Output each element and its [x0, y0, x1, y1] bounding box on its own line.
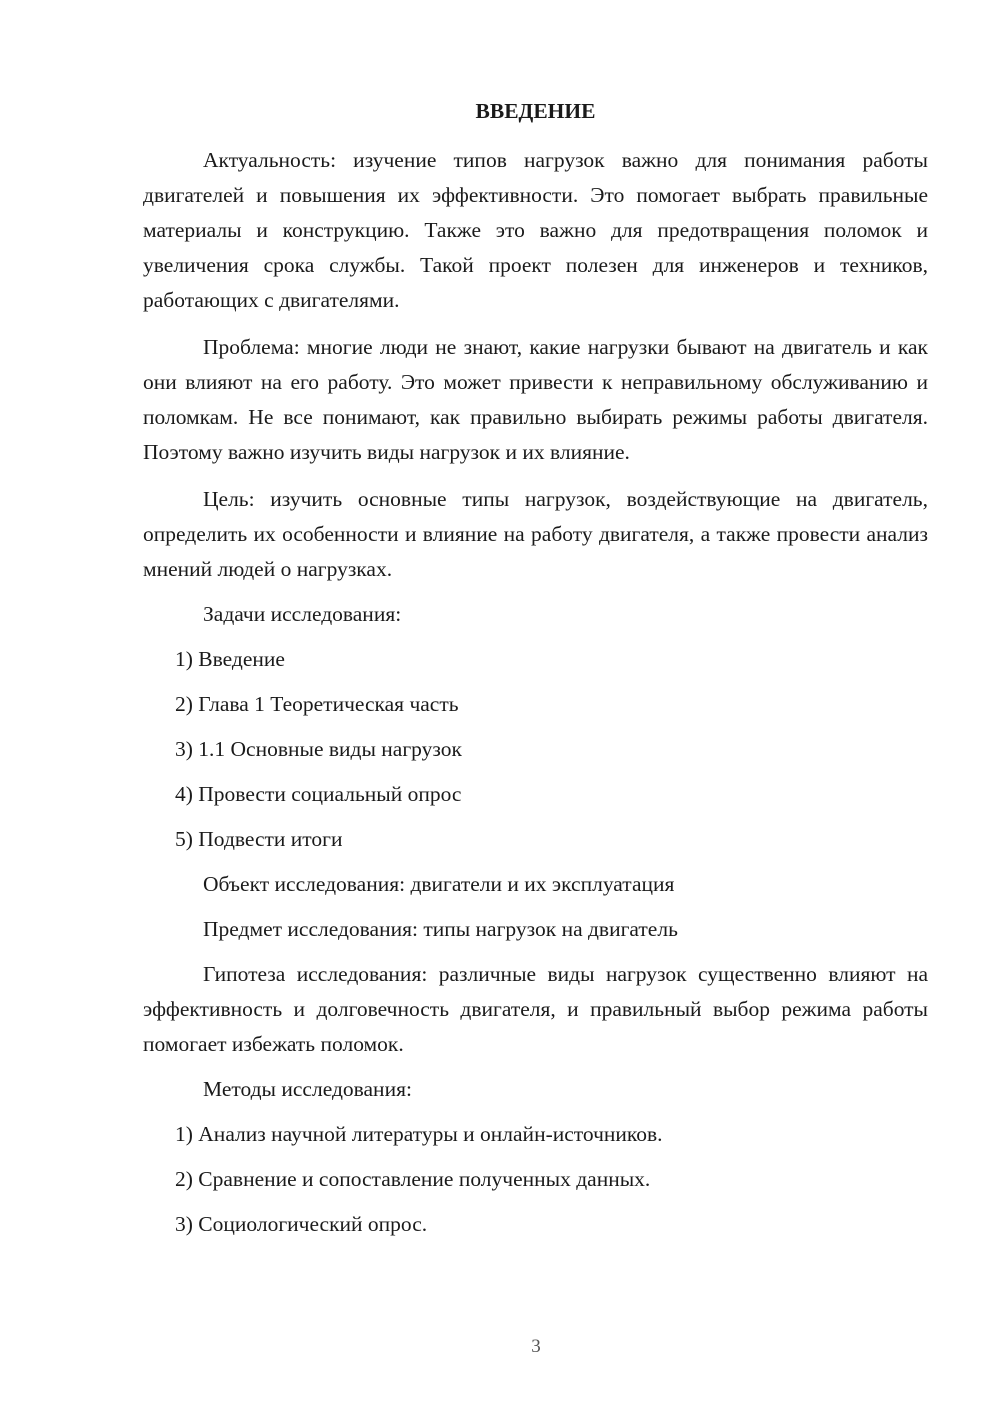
page-content	[143, 96, 928, 1242]
goal-paragraph: Цель: изучить основные типы нагрузок, воздействующие на двигатель, определить их особенности и влияние на работу двигателя, а также провести анализ мнений людей о нагрузках.	[143, 487, 928, 581]
task-item: 3) 1.1 Основные виды нагрузок	[175, 737, 462, 761]
page-title: ВВЕДЕНИЕ	[475, 99, 596, 123]
method-item: 1) Анализ научной литературы и онлайн-источников.	[175, 1122, 663, 1146]
research-subject: Предмет исследования: типы нагрузок на двигатель	[203, 917, 678, 941]
page-number: 3	[531, 1336, 541, 1357]
hypothesis-paragraph: Гипотеза исследования: различные виды нагрузок существенно влияют на эффективность и долговечность двигателя, и правильный выбор режима работы помогает избежать поломок.	[143, 962, 928, 1056]
research-object: Объект исследования: двигатели и их эксплуатация	[203, 872, 675, 896]
method-item: 3) Социологический опрос.	[175, 1212, 428, 1236]
task-item: 2) Глава 1 Теоретическая часть	[175, 692, 459, 716]
task-item: 1) Введение	[175, 647, 285, 671]
task-item: 4) Провести социальный опрос	[175, 782, 462, 806]
problem-paragraph: Проблема: многие люди не знают, какие нагрузки бывают на двигатель и как они влияют на его работу. Это может привести к неправильному обслуживанию и поломкам. Не все понимают, как правильно выбирать режимы работы двигателя. Поэтому важно изучить виды нагрузок и их влияние.	[143, 335, 928, 464]
tasks-heading: Задачи исследования:	[203, 602, 402, 626]
task-item: 5) Подвести итоги	[175, 827, 343, 851]
relevance-paragraph: Актуальность: изучение типов нагрузок важно для понимания работы двигателей и повышения их эффективности. Это помогает выбрать правильные материалы и конструкцию. Также это важно для предотвращения поломок и увеличения срока службы. Такой проект полезен для инженеров и техников, работающих с двигателями.	[143, 148, 928, 312]
method-item: 2) Сравнение и сопоставление полученных данных.	[175, 1167, 651, 1191]
methods-heading: Методы исследования:	[203, 1077, 412, 1101]
